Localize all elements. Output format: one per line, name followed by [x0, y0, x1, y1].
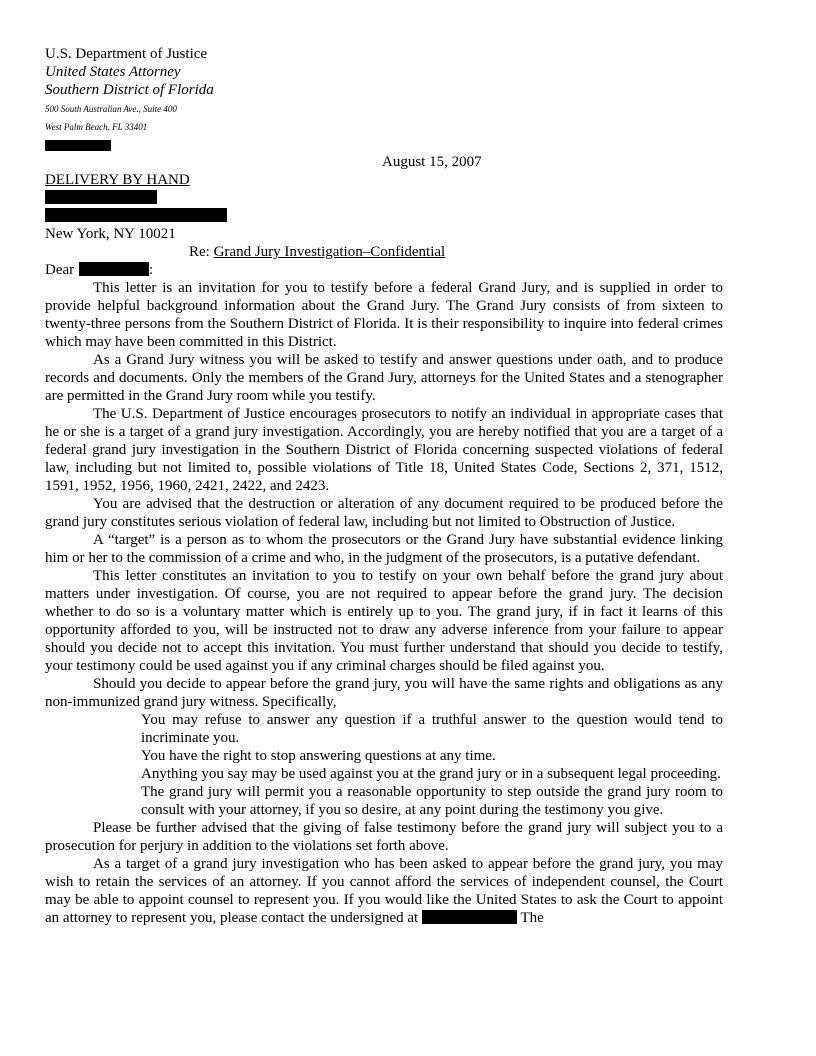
re-prefix: Re: — [189, 244, 214, 260]
paragraph-text: As a target of a grand jury investigation who has been asked to appear before the grand jury, you may wish to retain the services of an attorney. If you cannot afford the services of independent counsel, the Court may be able to appoint counsel to represent you. If you would like the United States to ask the Court to appoint an attorney to represent you, please contact the undersigned at — [45, 856, 723, 926]
salutation — [45, 261, 153, 279]
paragraph: Should you decide to appear before the grand jury, you will have the same rights and obligations as any non-immunized grand jury witness. Specifically, — [45, 676, 723, 710]
redaction-block — [45, 208, 227, 222]
paragraph: A “target” is a person as to whom the prosecutors or the Grand Jury have substantial evidence linking him or her to the commission of a crime and who, in the judgment of the prosecutors, is a putative defendant. — [45, 532, 723, 566]
redaction-block — [45, 140, 111, 151]
office-address-line1: 500 South Australian Ave., Suite 400 — [45, 104, 177, 114]
redaction-block — [422, 910, 517, 924]
re-line — [189, 243, 445, 261]
paragraph-text: The — [520, 910, 544, 926]
letter-date: August 15, 2007 — [382, 154, 482, 170]
rights-item: The grand jury will permit you a reasonable opportunity to step outside the grand jury room to consult with your attorney, if you so desire, at any point during the testimony you give. — [141, 784, 723, 818]
rights-item: Anything you say may be used against you at the grand jury or in a subsequent legal proceeding. — [141, 766, 721, 782]
paragraph — [45, 855, 723, 927]
letter-body — [45, 279, 723, 927]
paragraph: As a Grand Jury witness you will be asked to testify and answer questions under oath, and to produce records and documents. Only the members of the Grand Jury, attorneys for the United States and a stenographer are permitted in the Grand Jury room while you testify. — [45, 352, 723, 404]
rights-item: You may refuse to answer any question if a truthful answer to the question would tend to incriminate you. — [141, 712, 723, 746]
paragraph: The U.S. Department of Justice encourages prosecutors to notify an individual in appropriate cases that he or she is a target of a grand jury investigation. Accordingly, you are hereby notified that you are a target of a federal grand jury investigation in the Southern District of Florida concerning suspected violations of federal law, including but not limited to, possible violations of Title 18, United States Code, Sections 2, 371, 1512, 1591, 1952, 1956, 1960, 2421, 2422, and 2423. — [45, 406, 723, 494]
salutation-prefix: Dear — [45, 262, 75, 278]
paragraph: Please be further advised that the giving of false testimony before the grand jury will subject you to a prosecution for perjury in addition to the violations set forth above. — [45, 820, 723, 854]
office-address-line2: West Palm Beach, FL 33401 — [45, 122, 148, 132]
office-name: United States Attorney — [45, 64, 181, 80]
re-subject: Grand Jury Investigation–Confidential — [213, 244, 446, 260]
paragraph: This letter is an invitation for you to testify before a federal Grand Jury, and is supplied in order to provide helpful background information about the Grand Jury. The Grand Jury consists of from sixteen to twenty-three persons from the Southern District of Florida. It is their responsibility to inquire into federal crimes which may have been committed in this District. — [45, 280, 723, 350]
paragraph: You are advised that the destruction or alteration of any document required to be produced before the grand jury constitutes serious violation of federal law, including but not limited to Obstruction of Justice. — [45, 496, 723, 530]
redaction-block — [45, 190, 157, 204]
redaction-block — [79, 262, 149, 276]
district-name: Southern District of Florida — [45, 82, 214, 98]
salutation-suffix: : — [148, 262, 154, 278]
recipient-city: New York, NY 10021 — [45, 226, 176, 242]
rights-item: You have the right to stop answering questions at any time. — [141, 748, 496, 764]
delivery-method: DELIVERY BY HAND — [45, 172, 190, 188]
department-name: U.S. Department of Justice — [45, 46, 208, 62]
paragraph: This letter constitutes an invitation to you to testify on your own behalf before the grand jury about matters under investigation. Of course, you are not required to appear before the grand jury. The decision whether to do so is a voluntary matter which is entirely up to you. The grand jury, if in fact it learns of this opportunity afforded to you, will be instructed not to draw any adverse inference from your failure to appear should you decide not to accept this invitation. You must further understand that should you decide to testify, your testimony could be used against you if any criminal charges should be filed against you. — [45, 568, 723, 674]
rights-list — [45, 711, 723, 819]
